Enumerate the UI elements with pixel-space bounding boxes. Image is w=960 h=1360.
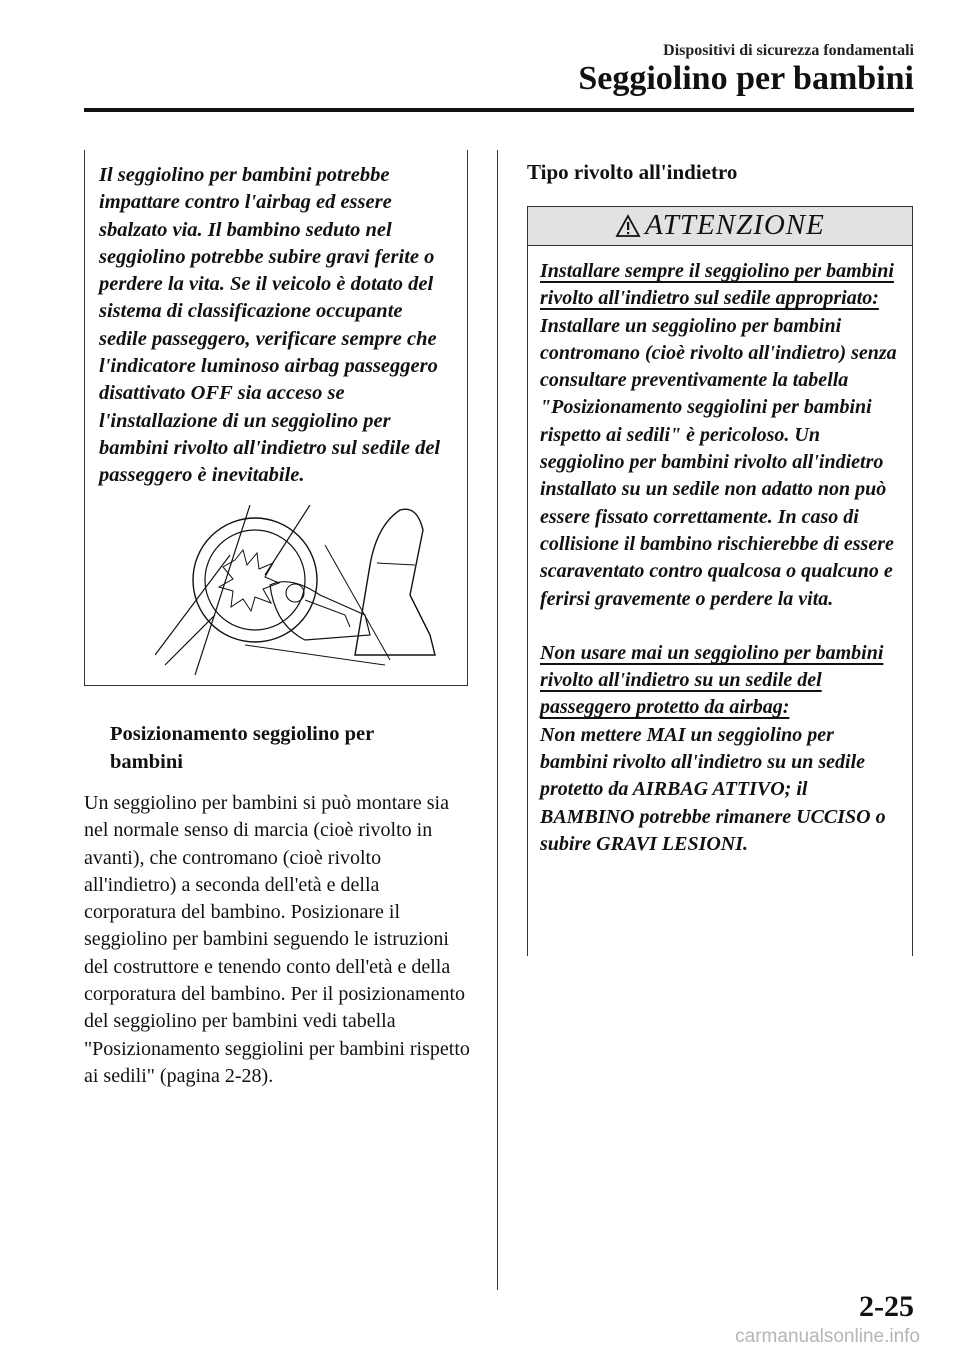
attention-block1-heading: Installare sempre il seggiolino per bambini rivolto all'indietro sul sedile appropriato: xyxy=(540,260,894,310)
airbag-child-seat-illustration xyxy=(155,505,455,675)
attention-block2-heading: Non usare mai un seggiolino per bambini rivolto all'indietro su un sedile del passeggero protetto da airbag: xyxy=(540,641,884,719)
header-rule xyxy=(84,108,914,112)
page-title: Seggiolino per bambini xyxy=(578,60,914,97)
attention-block1-text: Installare un seggiolino per bambini contromano (cioè rivolto all'indietro) senza consultare preventivamente la tabella "Posizionamento seggiolini per bambini rispetto ai sedili" è pericoloso. Un seggiolino per bambini rivolto all'indietro installato su un sedile non adatto non può essere fissato correttamente. In caso di collisione il bambino rischierebbe di essere scaraventato contro qualcosa o qualcuno e ferirsi gravemente o perdere la vita. xyxy=(540,314,897,610)
warning-triangle-icon xyxy=(615,214,641,243)
attention-box xyxy=(527,206,913,956)
positioning-body: Un seggiolino per bambini si può montare sia nel normale senso di marcia (cioè rivolto in avanti), che contromano (cioè rivolto all'indietro) a seconda dell'età e della corporatura del bambino. Posizionare il seggiolino per bambini seguendo le istruzioni del costruttore e tenendo conto dell'età e della corporatura del bambino. Per il posizionamento del seggiolino per bambini vedi tabella "Posizionamento seggiolini per bambini rispetto ai sedili" (pagina 2-28). xyxy=(84,792,470,1087)
left-warning-box xyxy=(84,150,468,686)
attention-block2-text: Non mettere MAI un seggiolino per bambini rivolto all'indietro su un sedile protetto da AIRBAG ATTIVO; il BAMBINO potrebbe rimanere UCCISO o subire GRAVI LESIONI. xyxy=(540,723,886,855)
header-section: Dispositivi di sicurezza fondamentali xyxy=(663,42,914,59)
attention-body xyxy=(540,258,906,858)
attention-header xyxy=(528,206,912,246)
column-divider xyxy=(497,150,498,1290)
positioning-subheading: Posizionamento seggiolino per bambini xyxy=(110,723,374,773)
watermark: carmanualsonline.info xyxy=(735,1326,920,1347)
left-warning-text: Il seggiolino per bambini potrebbe impattare contro l'airbag ed essere sbalzato via. Il bambino seduto nel seggiolino potrebbe subire gravi ferite o perdere la vita. Se il veicolo è dotato del sistema di classificazione occupante sedile passeggero, verificare sempre che l'indicatore luminoso airbag passeggero disattivato OFF sia acceso se l'installazione di un seggiolino per bambini rivolto all'indietro sul sedile del passeggero è inevitabile. xyxy=(99,164,441,487)
spacer xyxy=(540,613,906,640)
page-number: 2-25 xyxy=(859,1290,914,1323)
attention-title: ATTENZIONE xyxy=(645,209,825,241)
rear-facing-heading: Tipo rivolto all'indietro xyxy=(527,160,738,184)
